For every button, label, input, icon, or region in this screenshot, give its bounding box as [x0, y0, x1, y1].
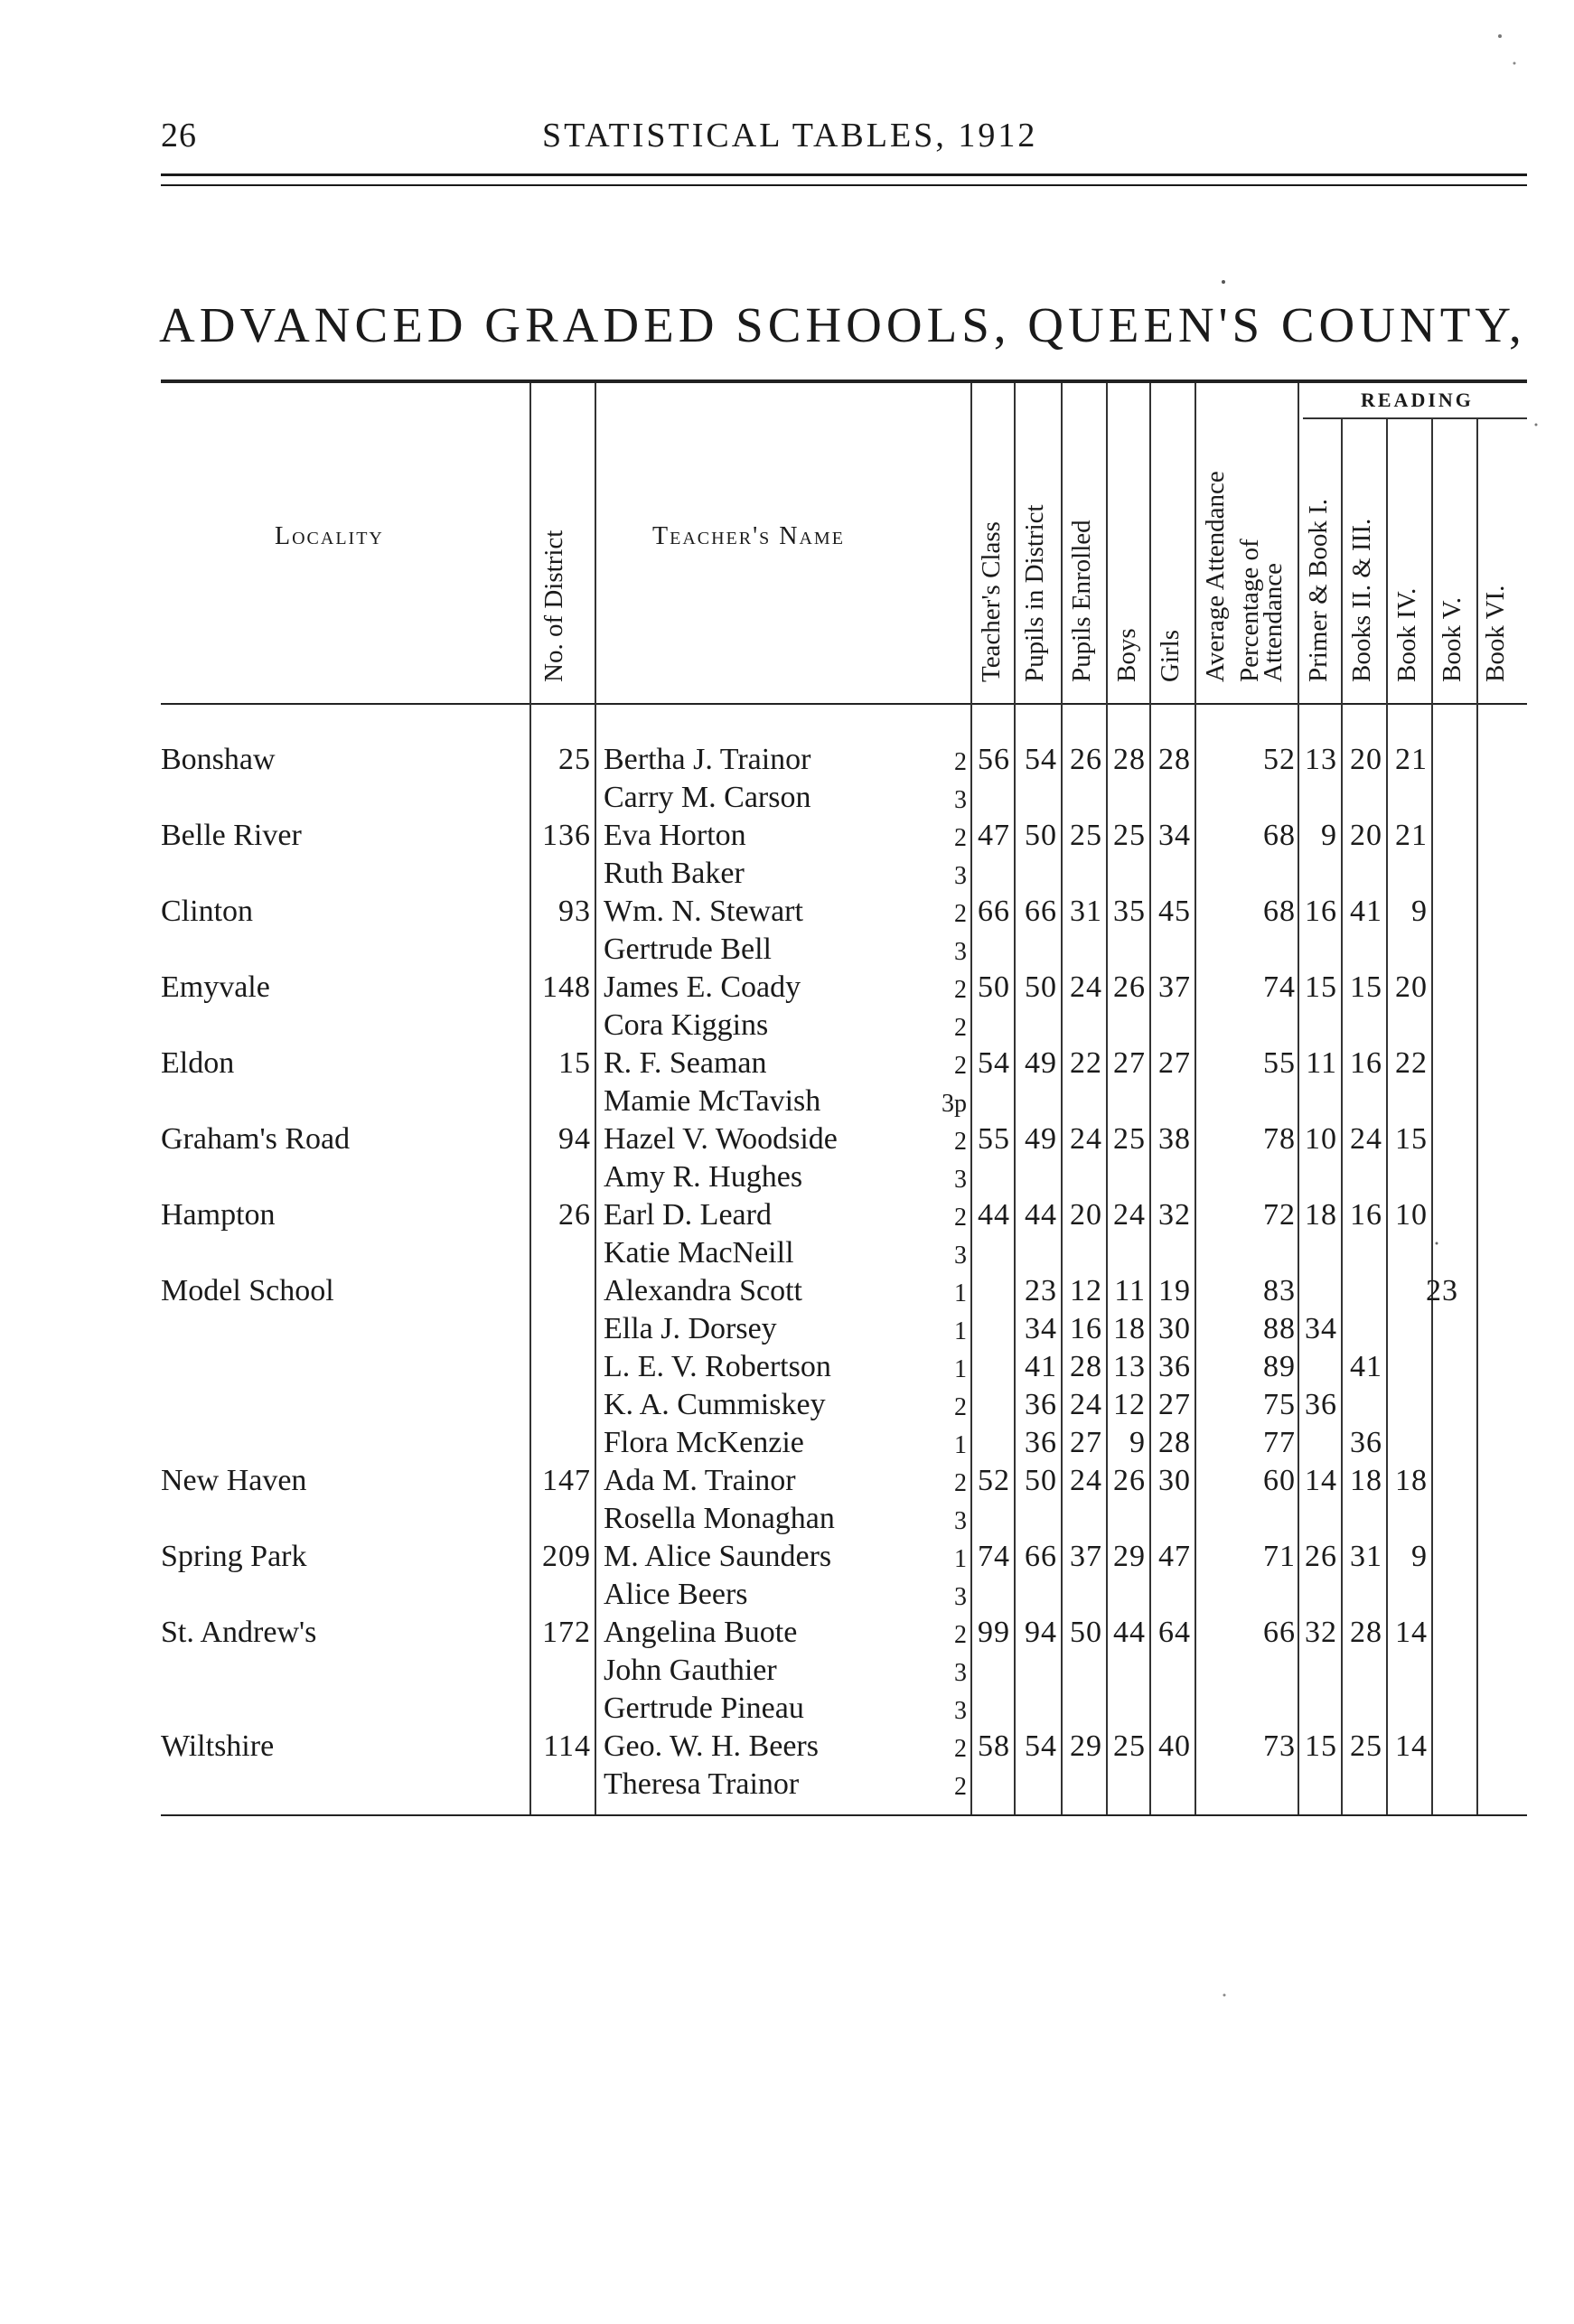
pct-cell: 72 — [1263, 1198, 1296, 1232]
locality-cell: Belle River — [161, 819, 302, 852]
girls-cell: 13 — [1113, 1350, 1146, 1383]
column-header-books-2-3: Books II. & III. — [1347, 518, 1376, 682]
pct-cell: 74 — [1263, 970, 1296, 1004]
teacher-name-cell: Gertrude Bell — [604, 932, 772, 966]
column-header-book6: Book VI. — [1481, 585, 1510, 682]
column-rule — [1195, 383, 1196, 1814]
pupils-district-cell: 50 — [978, 970, 1010, 1004]
tclass-cell: 1 — [954, 1355, 967, 1383]
primer-cell: 36 — [1305, 1388, 1337, 1421]
teacher-name-cell: Cora Kiggins — [604, 1008, 769, 1042]
pct-cell: 75 — [1263, 1388, 1296, 1421]
girls-cell: 44 — [1113, 1616, 1146, 1649]
table-bottom-rule — [161, 1814, 1527, 1816]
books23-cell: 36 — [1350, 1426, 1382, 1459]
column-rule — [1476, 417, 1478, 1814]
teacher-name-cell: Ada M. Trainor — [604, 1464, 796, 1497]
tclass-cell: 2 — [954, 748, 967, 776]
tclass-cell: 2 — [954, 1204, 967, 1232]
column-rule — [1298, 383, 1299, 1814]
pupils-district-cell: 56 — [978, 743, 1010, 776]
teacher-name-cell: Gertrude Pineau — [604, 1691, 804, 1725]
book4-cell: 15 — [1395, 1122, 1428, 1156]
enrolled-cell: 23 — [1025, 1274, 1057, 1307]
book4-cell: 14 — [1395, 1616, 1428, 1649]
column-rule — [1431, 417, 1433, 1814]
boys-cell: 24 — [1070, 1464, 1102, 1497]
locality-cell: Clinton — [161, 895, 254, 928]
pupils-district-cell: 44 — [978, 1198, 1010, 1232]
district-cell: 114 — [543, 1729, 591, 1763]
avg-cell: 47 — [1158, 1540, 1191, 1573]
boys-cell: 26 — [1070, 743, 1102, 776]
column-rule — [1061, 383, 1063, 1814]
boys-cell: 28 — [1070, 1350, 1102, 1383]
locality-cell: Emyvale — [161, 970, 270, 1004]
books23-cell: 20 — [1350, 819, 1382, 852]
teacher-name-cell: R. F. Seaman — [604, 1046, 767, 1080]
books23-cell: 24 — [1350, 1122, 1382, 1156]
avg-cell: 37 — [1158, 970, 1191, 1004]
primer-cell: 11 — [1306, 1046, 1337, 1080]
column-header-pupils-enrolled: Pupils Enrolled — [1067, 520, 1096, 682]
girls-cell: 25 — [1113, 1729, 1146, 1763]
primer-cell: 13 — [1305, 743, 1337, 776]
book4-cell: 18 — [1395, 1464, 1428, 1497]
enrolled-cell: 49 — [1025, 1046, 1057, 1080]
boys-cell: 22 — [1070, 1046, 1102, 1080]
books23-cell: 31 — [1350, 1540, 1382, 1573]
pupils-district-cell: 66 — [978, 895, 1010, 928]
tclass-cell: 3 — [954, 1507, 967, 1535]
district-cell: 172 — [542, 1616, 591, 1649]
teacher-name-cell: Mamie McTavish — [604, 1084, 821, 1118]
tclass-cell: 3 — [954, 1166, 967, 1194]
teacher-name-cell: Carry M. Carson — [604, 781, 811, 814]
book4-cell: 9 — [1411, 895, 1428, 928]
tclass-cell: 2 — [954, 1052, 967, 1080]
girls-cell: 12 — [1113, 1388, 1146, 1421]
column-rule — [970, 383, 972, 1814]
locality-cell: Eldon — [161, 1046, 235, 1080]
teacher-name-cell: Angelina Buote — [604, 1616, 798, 1649]
books23-cell: 15 — [1350, 970, 1382, 1004]
teacher-name-cell: Katie MacNeill — [604, 1236, 794, 1270]
locality-cell: Model School — [161, 1274, 334, 1307]
locality-cell: Hampton — [161, 1198, 276, 1232]
teacher-name-cell: Earl D. Leard — [604, 1198, 772, 1232]
girls-cell: 27 — [1113, 1046, 1146, 1080]
teacher-name-cell: John Gauthier — [604, 1654, 777, 1687]
enrolled-cell: 44 — [1025, 1198, 1057, 1232]
page-header — [0, 0, 1574, 208]
books23-cell: 41 — [1350, 1350, 1382, 1383]
primer-cell: 15 — [1305, 1729, 1337, 1763]
books23-cell: 16 — [1350, 1046, 1382, 1080]
pupils-district-cell: 54 — [978, 1046, 1010, 1080]
pupils-district-cell: 74 — [978, 1540, 1010, 1573]
column-header-primer-book1: Primer & Book I. — [1304, 499, 1333, 682]
district-cell: 209 — [542, 1540, 591, 1573]
column-header-book4: Book IV. — [1392, 587, 1421, 682]
book4-cell: 9 — [1411, 1540, 1428, 1573]
teacher-name-cell: Alexandra Scott — [604, 1274, 802, 1307]
book5-cell: 23 — [1426, 1274, 1458, 1307]
pct-cell: 60 — [1263, 1464, 1296, 1497]
column-header-average-attendance: Average Attendance — [1201, 471, 1230, 682]
girls-cell: 28 — [1113, 743, 1146, 776]
tclass-cell: 1 — [954, 1545, 967, 1573]
boys-cell: 20 — [1070, 1198, 1102, 1232]
tclass-cell: 2 — [954, 824, 967, 852]
pct-cell: 68 — [1263, 895, 1296, 928]
boys-cell: 16 — [1070, 1312, 1102, 1345]
tclass-cell: 3 — [954, 862, 967, 890]
books23-cell: 18 — [1350, 1464, 1382, 1497]
teacher-name-cell: Ruth Baker — [604, 857, 745, 890]
column-header-teacher-class: Teacher's Class — [977, 521, 1006, 682]
enrolled-cell: 50 — [1025, 970, 1057, 1004]
tclass-cell: 1 — [954, 1431, 967, 1459]
book4-cell: 21 — [1395, 819, 1428, 852]
running-head: STATISTICAL TABLES, 1912 — [542, 117, 1038, 155]
avg-cell: 38 — [1158, 1122, 1191, 1156]
tclass-cell: 2 — [954, 1469, 967, 1497]
tclass-cell: 2 — [954, 1128, 967, 1156]
teacher-name-cell: Bertha J. Trainor — [604, 743, 811, 776]
tclass-cell: 2 — [954, 900, 967, 928]
book4-cell: 21 — [1395, 743, 1428, 776]
statistics-table — [161, 380, 1527, 1818]
pct-cell: 55 — [1263, 1046, 1296, 1080]
column-header-boys: Boys — [1112, 628, 1141, 682]
tclass-cell: 1 — [954, 1279, 967, 1307]
avg-cell: 27 — [1158, 1388, 1191, 1421]
column-rule — [1341, 417, 1343, 1814]
girls-cell: 25 — [1113, 819, 1146, 852]
locality-cell: St. Andrew's — [161, 1616, 317, 1649]
locality-cell: Bonshaw — [161, 743, 276, 776]
avg-cell: 32 — [1158, 1198, 1191, 1232]
teacher-name-cell: Hazel V. Woodside — [604, 1122, 838, 1156]
avg-cell: 36 — [1158, 1350, 1191, 1383]
boys-cell: 25 — [1070, 819, 1102, 852]
table-header-rule — [161, 703, 1527, 705]
tclass-cell: 2 — [954, 1014, 967, 1042]
column-header-district-no: No. of District — [539, 529, 568, 682]
girls-cell: 26 — [1113, 1464, 1146, 1497]
avg-cell: 64 — [1158, 1616, 1191, 1649]
tclass-cell: 3 — [954, 1583, 967, 1611]
enrolled-cell: 36 — [1025, 1388, 1057, 1421]
district-cell: 25 — [558, 743, 591, 776]
pct-cell: 71 — [1263, 1540, 1296, 1573]
avg-cell: 19 — [1158, 1274, 1191, 1307]
district-cell: 15 — [558, 1046, 591, 1080]
pct-cell: 66 — [1263, 1616, 1296, 1649]
boys-cell: 24 — [1070, 970, 1102, 1004]
district-cell: 136 — [542, 819, 591, 852]
pupils-district-cell: 52 — [978, 1464, 1010, 1497]
enrolled-cell: 50 — [1025, 819, 1057, 852]
pupils-district-cell: 47 — [978, 819, 1010, 852]
avg-cell: 28 — [1158, 1426, 1191, 1459]
pupils-district-cell: 55 — [978, 1122, 1010, 1156]
tclass-cell: 1 — [954, 1317, 967, 1345]
table-top-rule — [161, 380, 1527, 383]
book4-cell: 10 — [1395, 1198, 1428, 1232]
pupils-district-cell: 58 — [978, 1729, 1010, 1763]
girls-cell: 9 — [1129, 1426, 1146, 1459]
enrolled-cell: 54 — [1025, 743, 1057, 776]
boys-cell: 29 — [1070, 1729, 1102, 1763]
locality-cell: Spring Park — [161, 1540, 307, 1573]
enrolled-cell: 36 — [1025, 1426, 1057, 1459]
boys-cell: 50 — [1070, 1616, 1102, 1649]
tclass-cell: 2 — [954, 1773, 967, 1801]
enrolled-cell: 66 — [1025, 895, 1057, 928]
reading-group-rule — [1303, 417, 1527, 419]
column-rule — [1106, 383, 1108, 1814]
primer-cell: 18 — [1305, 1198, 1337, 1232]
primer-cell: 32 — [1305, 1616, 1337, 1649]
primer-cell: 9 — [1321, 819, 1337, 852]
teacher-name-cell: Wm. N. Stewart — [604, 895, 803, 928]
column-header-book5: Book V. — [1438, 596, 1466, 682]
boys-cell: 24 — [1070, 1122, 1102, 1156]
pupils-district-cell: 99 — [978, 1616, 1010, 1649]
avg-cell: 30 — [1158, 1464, 1191, 1497]
teacher-name-cell: Theresa Trainor — [604, 1767, 800, 1801]
column-rule — [1149, 383, 1151, 1814]
tclass-cell: 3 — [954, 786, 967, 814]
avg-cell: 40 — [1158, 1729, 1191, 1763]
enrolled-cell: 49 — [1025, 1122, 1057, 1156]
boys-cell: 12 — [1070, 1274, 1102, 1307]
header-rule-double — [161, 184, 1527, 186]
teacher-name-cell: M. Alice Saunders — [604, 1540, 832, 1573]
pct-cell: 88 — [1263, 1312, 1296, 1345]
boys-cell: 37 — [1070, 1540, 1102, 1573]
tclass-cell: 3 — [954, 938, 967, 966]
boys-cell: 24 — [1070, 1388, 1102, 1421]
teacher-name-cell: Ella J. Dorsey — [604, 1312, 777, 1345]
tclass-cell: 2 — [954, 1393, 967, 1421]
enrolled-cell: 66 — [1025, 1540, 1057, 1573]
girls-cell: 11 — [1114, 1274, 1146, 1307]
column-header-percentage-attendance-2: Attendance — [1259, 562, 1288, 682]
page-number: 26 — [161, 117, 197, 155]
book4-cell: 14 — [1395, 1729, 1428, 1763]
tclass-cell: 3 — [954, 1659, 967, 1687]
avg-cell: 45 — [1158, 895, 1191, 928]
girls-cell: 18 — [1113, 1312, 1146, 1345]
avg-cell: 30 — [1158, 1312, 1191, 1345]
page-title: ADVANCED GRADED SCHOOLS, QUEEN'S COUNTY, — [159, 297, 1526, 352]
pct-cell: 89 — [1263, 1350, 1296, 1383]
column-header-teacher-name: Teacher's Name — [652, 522, 845, 550]
header-rule — [161, 173, 1527, 176]
pct-cell: 78 — [1263, 1122, 1296, 1156]
locality-cell: New Haven — [161, 1464, 307, 1497]
tclass-cell: 2 — [954, 1735, 967, 1763]
books23-cell: 28 — [1350, 1616, 1382, 1649]
books23-cell: 25 — [1350, 1729, 1382, 1763]
district-cell: 94 — [558, 1122, 591, 1156]
avg-cell: 28 — [1158, 743, 1191, 776]
primer-cell: 26 — [1305, 1540, 1337, 1573]
column-group-header-reading: READING — [1361, 389, 1474, 411]
district-cell: 93 — [558, 895, 591, 928]
column-rule — [1014, 383, 1016, 1814]
pct-cell: 77 — [1263, 1426, 1296, 1459]
primer-cell: 34 — [1305, 1312, 1337, 1345]
district-cell: 148 — [542, 970, 591, 1004]
column-rule — [529, 383, 531, 1814]
girls-cell: 35 — [1113, 895, 1146, 928]
primer-cell: 15 — [1305, 970, 1337, 1004]
column-header-percentage-attendance-1: Percentage of — [1235, 539, 1264, 682]
tclass-cell: 3 — [954, 1242, 967, 1270]
primer-cell: 14 — [1305, 1464, 1337, 1497]
tclass-cell: 3 — [954, 1697, 967, 1725]
teacher-name-cell: Geo. W. H. Beers — [604, 1729, 819, 1763]
girls-cell: 24 — [1113, 1198, 1146, 1232]
teacher-name-cell: Rosella Monaghan — [604, 1502, 835, 1535]
locality-cell: Wiltshire — [161, 1729, 275, 1763]
teacher-name-cell: James E. Coady — [604, 970, 801, 1004]
books23-cell: 16 — [1350, 1198, 1382, 1232]
district-cell: 26 — [558, 1198, 591, 1232]
girls-cell: 25 — [1113, 1122, 1146, 1156]
enrolled-cell: 54 — [1025, 1729, 1057, 1763]
teacher-name-cell: Flora McKenzie — [604, 1426, 804, 1459]
pct-cell: 68 — [1263, 819, 1296, 852]
column-header-pupils-in-district: Pupils in District — [1020, 504, 1049, 682]
avg-cell: 34 — [1158, 819, 1191, 852]
girls-cell: 26 — [1113, 970, 1146, 1004]
girls-cell: 29 — [1113, 1540, 1146, 1573]
tclass-cell: 3p — [942, 1090, 967, 1118]
pct-cell: 83 — [1263, 1274, 1296, 1307]
teacher-name-cell: L. E. V. Robertson — [604, 1350, 831, 1383]
pct-cell: 73 — [1263, 1729, 1296, 1763]
enrolled-cell: 34 — [1025, 1312, 1057, 1345]
tclass-cell: 2 — [954, 1621, 967, 1649]
column-rule — [595, 383, 596, 1814]
primer-cell: 10 — [1305, 1122, 1337, 1156]
district-cell: 147 — [542, 1464, 591, 1497]
tclass-cell: 2 — [954, 976, 967, 1004]
books23-cell: 20 — [1350, 743, 1382, 776]
primer-cell: 16 — [1305, 895, 1337, 928]
locality-cell: Graham's Road — [161, 1122, 351, 1156]
teacher-name-cell: Amy R. Hughes — [604, 1160, 803, 1194]
column-header-girls: Girls — [1156, 630, 1185, 682]
boys-cell: 27 — [1070, 1426, 1102, 1459]
avg-cell: 27 — [1158, 1046, 1191, 1080]
book4-cell: 22 — [1395, 1046, 1428, 1080]
teacher-name-cell: Eva Horton — [604, 819, 746, 852]
teacher-name-cell: Alice Beers — [604, 1578, 748, 1611]
pct-cell: 52 — [1263, 743, 1296, 776]
boys-cell: 31 — [1070, 895, 1102, 928]
column-header-locality: Locality — [275, 522, 384, 550]
enrolled-cell: 50 — [1025, 1464, 1057, 1497]
enrolled-cell: 41 — [1025, 1350, 1057, 1383]
teacher-name-cell: K. A. Cummiskey — [604, 1388, 826, 1421]
column-rule — [1386, 417, 1388, 1814]
books23-cell: 41 — [1350, 895, 1382, 928]
enrolled-cell: 94 — [1025, 1616, 1057, 1649]
book4-cell: 20 — [1395, 970, 1428, 1004]
